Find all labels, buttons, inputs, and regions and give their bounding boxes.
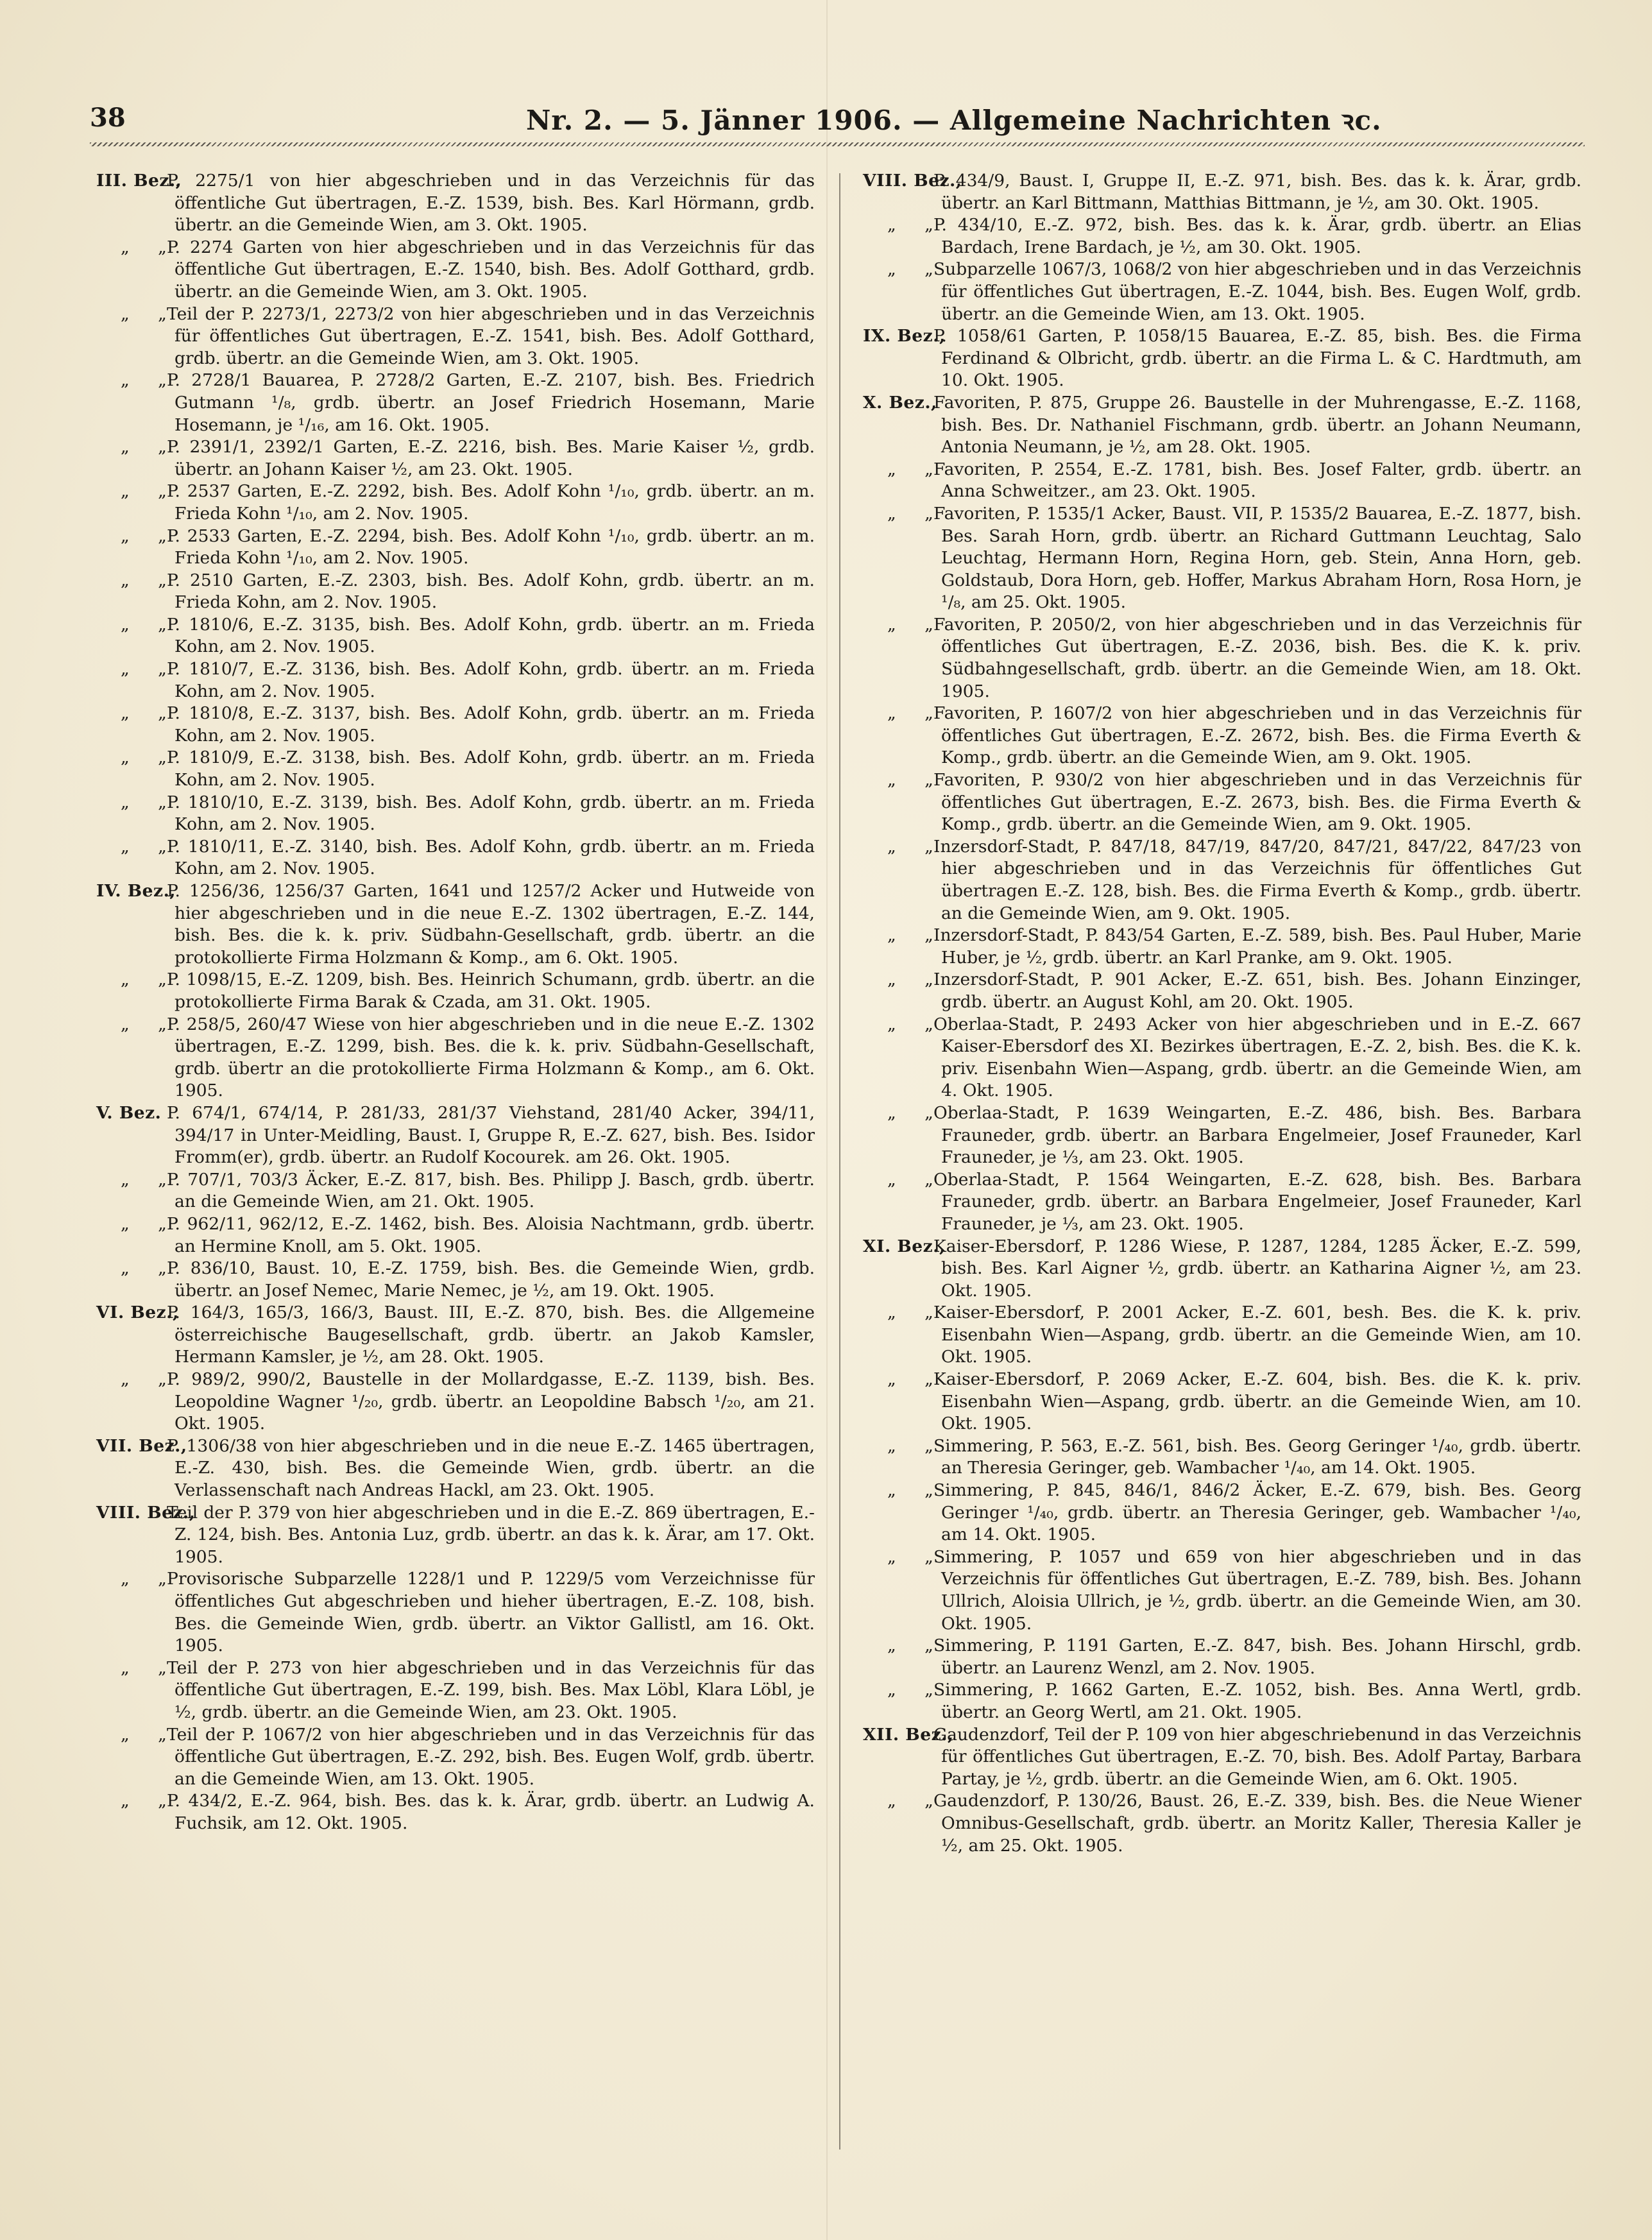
left-column xyxy=(96,170,815,1835)
register-entry xyxy=(96,1657,815,1724)
district-label: „ „ xyxy=(887,970,945,990)
register-entry xyxy=(96,1502,815,1569)
entry-text: Kaiser-Ebersdorf, P. 2001 Acker, E.-Z. 601, besh. Bes. die K. k. priv. Eisenbahn Wien—Aspang, grdb. übertr. an die Gemeinde Wien, am 10. Okt. 1905. xyxy=(933,1303,1581,1367)
district-label: „ „ xyxy=(121,1014,178,1034)
register-entry xyxy=(863,1102,1581,1169)
district-label: „ „ xyxy=(887,215,945,235)
entry-text: Inzersdorf-Stadt, P. 843/54 Garten, E.-Z. 589, bish. Bes. Paul Huber, Marie Huber, je ½, grdb. übertr. an Karl Pranke, am 9. Okt. 1905. xyxy=(933,925,1581,968)
entry-text: P. 836/10, Baust. 10, E.-Z. 1759, bish. Bes. die Gemeinde Wien, grdb. übertr. an Josef Nemec, Marie Nemec, je ½, am 19. Okt. 1905. xyxy=(167,1258,815,1301)
register-entry xyxy=(863,1236,1581,1303)
register-entry xyxy=(863,1546,1581,1635)
right-column xyxy=(863,170,1581,1857)
entry-text: Simmering, P. 1662 Garten, E.-Z. 1052, bish. Bes. Anna Wertl, grdb. übertr. an Georg Wertl, am 21. Okt. 1905. xyxy=(933,1680,1581,1722)
entry-text: P. 2391/1, 2392/1 Garten, E.-Z. 2216, bish. Bes. Marie Kaiser ½, grdb. übertr. an Johann Kaiser ½, am 23. Okt. 1905. xyxy=(167,437,815,479)
register-entry xyxy=(96,1213,815,1258)
entry-text: P. 434/10, E.-Z. 972, bish. Bes. das k. k. Ärar, grdb. übertr. an Elias Bardach, Irene Bardach, je ½, am 30. Okt. 1905. xyxy=(933,215,1581,257)
district-label: „ „ xyxy=(887,259,945,280)
district-label: XI. Bez., xyxy=(863,1236,946,1256)
register-entry xyxy=(863,1169,1581,1236)
entry-text: Favoriten, P. 930/2 von hier abgeschrieben und in das Verzeichnis für öffentliches Gut übertragen, E.-Z. 2673, bish. Bes. die Firma Everth & Komp., grdb. übertr. an die Gemeinde Wien, am 9. Okt. 1905. xyxy=(933,770,1581,835)
entry-text: P. 434/2, E.-Z. 964, bish. Bes. das k. k. Ärar, grdb. übertr. an Ludwig A. Fuchsik, am 12. Okt. 1905. xyxy=(167,1791,815,1833)
entry-text: P. 2533 Garten, E.-Z. 2294, bish. Bes. Adolf Kohn ¹/₁₀, grdb. übertr. an m. Frieda Kohn ¹/₁₀, am 2. Nov. 1905. xyxy=(167,526,815,569)
district-label: „ „ xyxy=(121,1213,178,1234)
district-label: „ „ xyxy=(121,304,178,324)
register-entry xyxy=(863,1790,1581,1857)
district-label: „ „ xyxy=(887,1014,945,1034)
entry-text: P. 1098/15, E.-Z. 1209, bish. Bes. Heinrich Schumann, grdb. übertr. an die protokollierte Firma Barak & Czada, am 31. Okt. 1905. xyxy=(167,970,815,1012)
entry-text: Simmering, P. 845, 846/1, 846/2 Äcker, E.-Z. 679, bish. Bes. Georg Geringer ¹/₄₀, grdb. übertr. an Theresia Geringer, geb. Wambacher ¹/₄₀, am 14. Okt. 1905. xyxy=(933,1480,1581,1545)
district-label: „ „ xyxy=(887,503,945,524)
entry-text: Favoriten, P. 2050/2, von hier abgeschrieben und in das Verzeichnis für öffentliches Gut übertragen, E.-Z. 2036, bish. Bes. die K. k. priv. Südbahngesellschaft, grdb. übertr. an die Gemeinde Wien, am 18. Okt. 1905. xyxy=(933,614,1581,701)
column-divider xyxy=(839,173,840,2150)
district-label: „ „ xyxy=(121,526,178,546)
entry-text: Teil der P. 2273/1, 2273/2 von hier abgeschrieben und in das Verzeichnis für öffentliches Gut übertragen, E.-Z. 1541, bish. Bes. Adolf Gotthard, grdb. übertr. an die Gemeinde Wien, am 3. Okt. 1905. xyxy=(167,304,815,368)
entry-text: Teil der P. 1067/2 von hier abgeschrieben und in das Verzeichnis für das öffentliche Gut übertragen, E.-Z. 292, bish. Bes. Eugen Wolf, grdb. übertr. an die Gemeinde Wien, am 13. Okt. 1905. xyxy=(167,1724,815,1789)
register-entry xyxy=(863,1435,1581,1480)
entry-text: Favoriten, P. 875, Gruppe 26. Baustelle in der Muhrengasse, E.-Z. 1168, bish. Bes. Dr. Nathaniel Fischmann, grdb. übertr. an Johann Neumann, Antonia Neumann, je ½, am 28. Okt. 1905. xyxy=(933,392,1581,457)
district-label: „ „ xyxy=(887,1546,945,1567)
register-entry xyxy=(863,1480,1581,1546)
entry-text: Inzersdorf-Stadt, P. 847/18, 847/19, 847/20, 847/21, 847/22, 847/23 von hier abgeschrieben und in das Verzeichnis für öffentliches Gut übertragen E.-Z. 128, bish. Bes. die Firma Everth & Komp., grdb. übertr. an die Gemeinde Wien, am 9. Okt. 1905. xyxy=(933,836,1581,923)
entry-text: Simmering, P. 1057 und 659 von hier abgeschrieben und in das Verzeichnis für öffentliches Gut übertragen, E.-Z. 789, bish. Bes. Johann Ullrich, Aloisia Ullrich, je ½, grdb. übertr. an die Gemeinde Wien, am 30. Okt. 1905. xyxy=(933,1546,1581,1634)
district-label: XII. Bez., xyxy=(863,1724,954,1745)
district-label: „ „ xyxy=(121,1569,178,1589)
entry-text: P. 2728/1 Bauarea, P. 2728/2 Garten, E.-Z. 2107, bish. Bes. Friedrich Gutmann ¹/₈, grdb. übertr. an Josef Friedrich Hosemann, Marie Hosemann, je ¹/₁₆, am 16. Okt. 1905. xyxy=(167,370,815,435)
register-entry xyxy=(96,614,815,658)
entry-text: Oberlaa-Stadt, P. 2493 Acker von hier abgeschrieben und in E.-Z. 667 Kaiser-Ebersdorf des XI. Bezirkes übertragen, E.-Z. 2, bish. Bes. die K. k. priv. Eisenbahn Wien—Aspang, grdb. übertr. an die Gemeinde Wien, am 4. Okt. 1905. xyxy=(933,1014,1581,1101)
entry-text: P. 989/2, 990/2, Baustelle in der Mollardgasse, E.-Z. 1139, bish. Bes. Leopoldine Wagner ¹/₂₀, grdb. übertr. an Leopoldine Babsch ¹/₂₀, am 21. Okt. 1905. xyxy=(167,1369,815,1434)
district-label: IV. Bez., xyxy=(96,881,176,901)
header-rule xyxy=(90,142,1585,146)
district-label: VII. Bez., xyxy=(96,1435,187,1456)
entry-text: P. 1810/11, E.-Z. 3140, bish. Bes. Adolf Kohn, grdb. übertr. an m. Frieda Kohn, am 2. Nov. 1905. xyxy=(167,836,815,879)
district-label: „ „ xyxy=(121,659,178,680)
district-label: „ „ xyxy=(121,614,178,635)
district-label: X. Bez., xyxy=(863,392,937,413)
register-entry xyxy=(96,1258,815,1302)
district-label: „ „ xyxy=(887,1791,945,1811)
district-label: „ „ xyxy=(121,237,178,257)
entry-text: P. 1810/7, E.-Z. 3136, bish. Bes. Adolf Kohn, grdb. übertr. an m. Frieda Kohn, am 2. Nov. 1905. xyxy=(167,659,815,701)
district-label: „ „ xyxy=(121,1724,178,1745)
district-label: „ „ xyxy=(121,481,178,502)
register-entry xyxy=(96,703,815,747)
district-label: III. Bez., xyxy=(96,171,182,191)
register-entry xyxy=(863,1302,1581,1369)
entry-text: Favoriten, P. 1535/1 Acker, Baust. VII, P. 1535/2 Bauarea, E.-Z. 1877, bish. Bes. Sarah Horn, grdb. übertr. an Richard Guttmann Leuchtag, Salo Leuchtag, Hermann Horn, Regina Horn, geb. Stein, Anna Horn, geb. Goldstaub, Dora Horn, geb. Hoffer, Markus Abraham Horn, Rosa Horn, je ¹/₈, am 25. Okt. 1905. xyxy=(933,503,1581,613)
district-label: „ „ xyxy=(121,1169,178,1190)
register-entry xyxy=(96,481,815,525)
register-entry xyxy=(96,1435,815,1502)
register-entry xyxy=(96,1302,815,1369)
district-label: „ „ xyxy=(887,614,945,635)
district-label: IX. Bez., xyxy=(863,326,946,346)
entry-text: Oberlaa-Stadt, P. 1564 Weingarten, E.-Z. 628, bish. Bes. Barbara Frauneder, grdb. übertr. an Barbara Engelmeier, Josef Frauneder, Karl Frauneder, je ⅓, am 23. Okt. 1905. xyxy=(933,1169,1581,1234)
register-entry xyxy=(96,1369,815,1435)
entry-text: P. 164/3, 165/3, 166/3, Baust. III, E.-Z. 870, bish. Bes. die Allgemeine österreichische Baugesellschaft, grdb. übertr. an Jakob Kamsler, Hermann Kamsler, je ½, am 28. Okt. 1905. xyxy=(167,1303,815,1367)
register-entry xyxy=(863,969,1581,1013)
entry-text: Favoriten, P. 2554, E.-Z. 1781, bish. Bes. Josef Falter, grdb. übertr. an Anna Schweitzer., am 23. Okt. 1905. xyxy=(933,459,1581,502)
register-entry xyxy=(96,1790,815,1834)
entry-text: Simmering, P. 1191 Garten, E.-Z. 847, bish. Bes. Johann Hirschl, grdb. übertr. an Laurenz Wenzl, am 2. Nov. 1905. xyxy=(933,1636,1581,1678)
entry-text: Subparzelle 1067/3, 1068/2 von hier abgeschrieben und in das Verzeichnis für öffentliches Gut übertragen, E.-Z. 1044, bish. Bes. Eugen Wolf, grdb. übertr. an die Gemeinde Wien, am 13. Okt. 1905. xyxy=(933,259,1581,324)
register-entry xyxy=(96,1102,815,1169)
register-entry xyxy=(863,325,1581,392)
district-label: „ „ xyxy=(121,748,178,768)
entry-text: P. 1810/8, E.-Z. 3137, bish. Bes. Adolf Kohn, grdb. übertr. an m. Frieda Kohn, am 2. Nov. 1905. xyxy=(167,703,815,746)
register-entry xyxy=(863,392,1581,459)
entry-text: Favoriten, P. 1607/2 von hier abgeschrieben und in das Verzeichnis für öffentliches Gut übertragen, E.-Z. 2672, bish. Bes. die Firma Everth & Komp., grdb. übertr. an die Gemeinde Wien, am 9. Okt. 1905. xyxy=(933,703,1581,768)
district-label: „ „ xyxy=(121,1369,178,1390)
entry-text: Teil der P. 273 von hier abgeschrieben und in das Verzeichnis für das öffentliche Gut übertragen, E.-Z. 199, bish. Bes. Max Löbl, Klara Löbl, je ½, grdb. übertr. an die Gemeinde Wien, am 23. Okt. 1905. xyxy=(167,1657,815,1722)
entry-text: Gaudenzdorf, P. 130/26, Baust. 26, E.-Z. 339, bish. Bes. die Neue Wiener Omnibus-Gesellschaft, grdb. übertr. an Moritz Kaller, Theresia Kaller je ½, am 25. Okt. 1905. xyxy=(933,1791,1581,1856)
district-label: „ „ xyxy=(887,770,945,791)
entry-text: Teil der P. 379 von hier abgeschrieben und in die E.-Z. 869 übertragen, E.-Z. 124, bish. Bes. Antonia Luz, grdb. übertr. an das k. k. Ärar, am 17. Okt. 1905. xyxy=(167,1502,815,1567)
register-entry xyxy=(96,436,815,481)
district-label: „ „ xyxy=(887,1169,945,1190)
entry-text: P. 2510 Garten, E.-Z. 2303, bish. Bes. Adolf Kohn, grdb. übertr. an m. Frieda Kohn, am 2. Nov. 1905. xyxy=(167,570,815,613)
entry-text: Provisorische Subparzelle 1228/1 und P. 1229/5 vom Verzeichnisse für öffentliches Gut abgeschrieben und hieher übertragen, E.-Z. 108, bish. Bes. die Gemeinde Wien, grdb. übertr. an Viktor Gallistl, am 16. Okt. 1905. xyxy=(167,1569,815,1656)
register-entry xyxy=(96,570,815,614)
entry-text: Gaudenzdorf, Teil der P. 109 von hier abgeschriebenund in das Verzeichnis für öffentliches Gut übertragen, E.-Z. 70, bish. Bes. Adolf Partay, Barbara Partay, je ½, grdb. übertr. an die Gemeinde Wien, am 6. Okt. 1905. xyxy=(933,1724,1581,1789)
entry-text: P. 674/1, 674/14, P. 281/33, 281/37 Viehstand, 281/40 Acker, 394/11, 394/17 in Unter-Meidling, Baust. I, Gruppe R, E.-Z. 627, bish. Bes. Isidor Fromm(er), grdb. übertr. an Rudolf Kocourek. am 26. Okt. 1905. xyxy=(167,1102,815,1168)
district-label: „ „ xyxy=(121,703,178,724)
register-entry xyxy=(863,214,1581,259)
register-entry xyxy=(96,237,815,304)
entry-text: Kaiser-Ebersdorf, P. 2069 Acker, E.-Z. 604, bish. Bes. die K. k. priv. Eisenbahn Wien—Aspang, grdb. übertr. an die Gemeinde Wien, am 10. Okt. 1905. xyxy=(933,1369,1581,1434)
register-entry xyxy=(96,526,815,570)
district-label: „ „ xyxy=(887,1102,945,1123)
register-entry xyxy=(96,792,815,836)
entry-text: P. 707/1, 703/3 Äcker, E.-Z. 817, bish. Bes. Philipp J. Basch, grdb. übertr. an die Gemeinde Wien, am 21. Okt. 1905. xyxy=(167,1169,815,1212)
district-label: VI. Bez., xyxy=(96,1303,179,1323)
register-entry xyxy=(96,969,815,1013)
register-entry xyxy=(863,170,1581,214)
entry-text: P. 1306/38 von hier abgeschrieben und in die neue E.-Z. 1465 übertragen, E.-Z. 430, bish. Bes. die Gemeinde Wien, grdb. übertr. an die Verlassenschaft nach Andreas Hackl, am 23. Okt. 1905. xyxy=(167,1435,815,1501)
district-label: „ „ xyxy=(121,570,178,590)
district-label: „ „ xyxy=(887,836,945,857)
running-title: Nr. 2. — 5. Jänner 1906. — Allgemeine Nachrichten ꝛc. xyxy=(526,105,1382,136)
district-label: VIII. Bez., xyxy=(863,171,962,191)
entry-text: P. 2275/1 von hier abgeschrieben und in das Verzeichnis für das öffentliche Gut übertragen, E.-Z. 1539, bish. Bes. Karl Hörmann, grdb. übertr. an die Gemeinde Wien, am 3. Okt. 1905. xyxy=(167,171,815,235)
register-entry xyxy=(96,370,815,436)
register-entry xyxy=(96,170,815,237)
register-entry xyxy=(863,703,1581,769)
register-entry xyxy=(96,1724,815,1791)
register-entry xyxy=(96,1568,815,1657)
district-label: „ „ xyxy=(887,1480,945,1501)
register-entry xyxy=(96,880,815,969)
entry-text: P. 1810/10, E.-Z. 3139, bish. Bes. Adolf Kohn, grdb. übertr. an m. Frieda Kohn, am 2. Nov. 1905. xyxy=(167,792,815,835)
register-entry xyxy=(96,1169,815,1213)
entry-text: Kaiser-Ebersdorf, P. 1286 Wiese, P. 1287, 1284, 1285 Äcker, E.-Z. 599, bish. Bes. Karl Aigner ½, grdb. übertr. an Katharina Aigner ½, am 23. Okt. 1905. xyxy=(933,1236,1581,1301)
register-entry xyxy=(863,503,1581,614)
register-entry xyxy=(863,614,1581,703)
district-label: „ „ xyxy=(121,970,178,990)
district-label: „ „ xyxy=(887,1303,945,1323)
district-label: „ „ xyxy=(887,1369,945,1390)
entry-text: P. 2537 Garten, E.-Z. 2292, bish. Bes. Adolf Kohn ¹/₁₀, grdb. übertr. an m. Frieda Kohn ¹/₁₀, am 2. Nov. 1905. xyxy=(167,481,815,524)
entry-text: P. 962/11, 962/12, E.-Z. 1462, bish. Bes. Aloisia Nachtmann, grdb. übertr. an Hermine Knoll, am 5. Okt. 1905. xyxy=(167,1213,815,1256)
register-entry xyxy=(96,747,815,791)
district-label: VIII. Bez., xyxy=(96,1502,196,1523)
district-label: „ „ xyxy=(121,370,178,391)
register-entry xyxy=(863,1635,1581,1679)
register-entry xyxy=(96,836,815,880)
page-header xyxy=(90,96,1585,141)
entry-text: P. 434/9, Baust. I, Gruppe II, E.-Z. 971, bish. Bes. das k. k. Ärar, grdb. übertr. an Karl Bittmann, Matthias Bittmann, je ½, am 30. Okt. 1905. xyxy=(933,171,1581,213)
register-entry xyxy=(863,1679,1581,1723)
district-label: „ „ xyxy=(887,1435,945,1456)
register-entry xyxy=(863,459,1581,503)
register-entry xyxy=(863,769,1581,836)
district-label: „ „ xyxy=(121,1657,178,1678)
register-entry xyxy=(863,1369,1581,1435)
district-label: „ „ xyxy=(121,1791,178,1811)
entry-text: P. 2274 Garten von hier abgeschrieben und in das Verzeichnis für das öffentliche Gut übertragen, E.-Z. 1540, bish. Bes. Adolf Gotthard, grdb. übertr. an die Gemeinde Wien, am 3. Okt. 1905. xyxy=(167,237,815,302)
register-entry xyxy=(96,658,815,703)
entry-text: Oberlaa-Stadt, P. 1639 Weingarten, E.-Z. 486, bish. Bes. Barbara Frauneder, grdb. übertr. an Barbara Engelmeier, Josef Frauneder, Karl Frauneder, je ⅓, am 23. Okt. 1905. xyxy=(933,1102,1581,1168)
register-entry xyxy=(96,1014,815,1102)
entry-text: P. 1058/61 Garten, P. 1058/15 Bauarea, E.-Z. 85, bish. Bes. die Firma Ferdinand & Olbricht, grdb. übertr. an die Firma L. & C. Hardtmuth, am 10. Okt. 1905. xyxy=(933,326,1581,391)
page-number: 38 xyxy=(90,103,126,133)
register-entry xyxy=(863,259,1581,325)
district-label: „ „ xyxy=(121,792,178,812)
entry-text: Inzersdorf-Stadt, P. 901 Acker, E.-Z. 651, bish. Bes. Johann Einzinger, grdb. übertr. an August Kohl, am 20. Okt. 1905. xyxy=(933,970,1581,1012)
register-entry xyxy=(863,1724,1581,1791)
register-entry xyxy=(863,1014,1581,1102)
district-label: „ „ xyxy=(887,1636,945,1656)
district-label: „ „ xyxy=(887,703,945,724)
entry-text: P. 1810/6, E.-Z. 3135, bish. Bes. Adolf Kohn, grdb. übertr. an m. Frieda Kohn, am 2. Nov. 1905. xyxy=(167,614,815,657)
register-entry xyxy=(863,925,1581,969)
entry-text: P. 258/5, 260/47 Wiese von hier abgeschrieben und in die neue E.-Z. 1302 übertragen, E.-Z. 1299, bish. Bes. die k. k. priv. Südbahn-Gesellschaft, grdb. übertr an die protokollierte Firma Holzmann & Komp., am 6. Okt. 1905. xyxy=(167,1014,815,1101)
district-label: „ „ xyxy=(887,459,945,479)
district-label: „ „ xyxy=(121,437,178,457)
entry-text: P. 1256/36, 1256/37 Garten, 1641 und 1257/2 Acker und Hutweide von hier abgeschrieben und in die neue E.-Z. 1302 übertragen, E.-Z. 144, bish. Bes. die k. k. priv. Südbahn-Gesellschaft, grdb. übertr. an die protokollierte Firma Holzmann & Komp., am 6. Okt. 1905. xyxy=(167,881,815,968)
district-label: „ „ xyxy=(121,836,178,857)
entry-text: Simmering, P. 563, E.-Z. 561, bish. Bes. Georg Geringer ¹/₄₀, grdb. übertr. an Theresia Geringer, geb. Wambacher ¹/₄₀, am 14. Okt. 1905. xyxy=(933,1435,1581,1478)
entry-text: P. 1810/9, E.-Z. 3138, bish. Bes. Adolf Kohn, grdb. übertr. an m. Frieda Kohn, am 2. Nov. 1905. xyxy=(167,748,815,791)
district-label: „ „ xyxy=(121,1258,178,1279)
district-label: V. Bez. xyxy=(96,1102,162,1123)
district-label: „ „ xyxy=(887,925,945,946)
register-entry xyxy=(96,304,815,370)
district-label: „ „ xyxy=(887,1680,945,1700)
register-entry xyxy=(863,836,1581,925)
page-fold-line xyxy=(826,0,828,2240)
